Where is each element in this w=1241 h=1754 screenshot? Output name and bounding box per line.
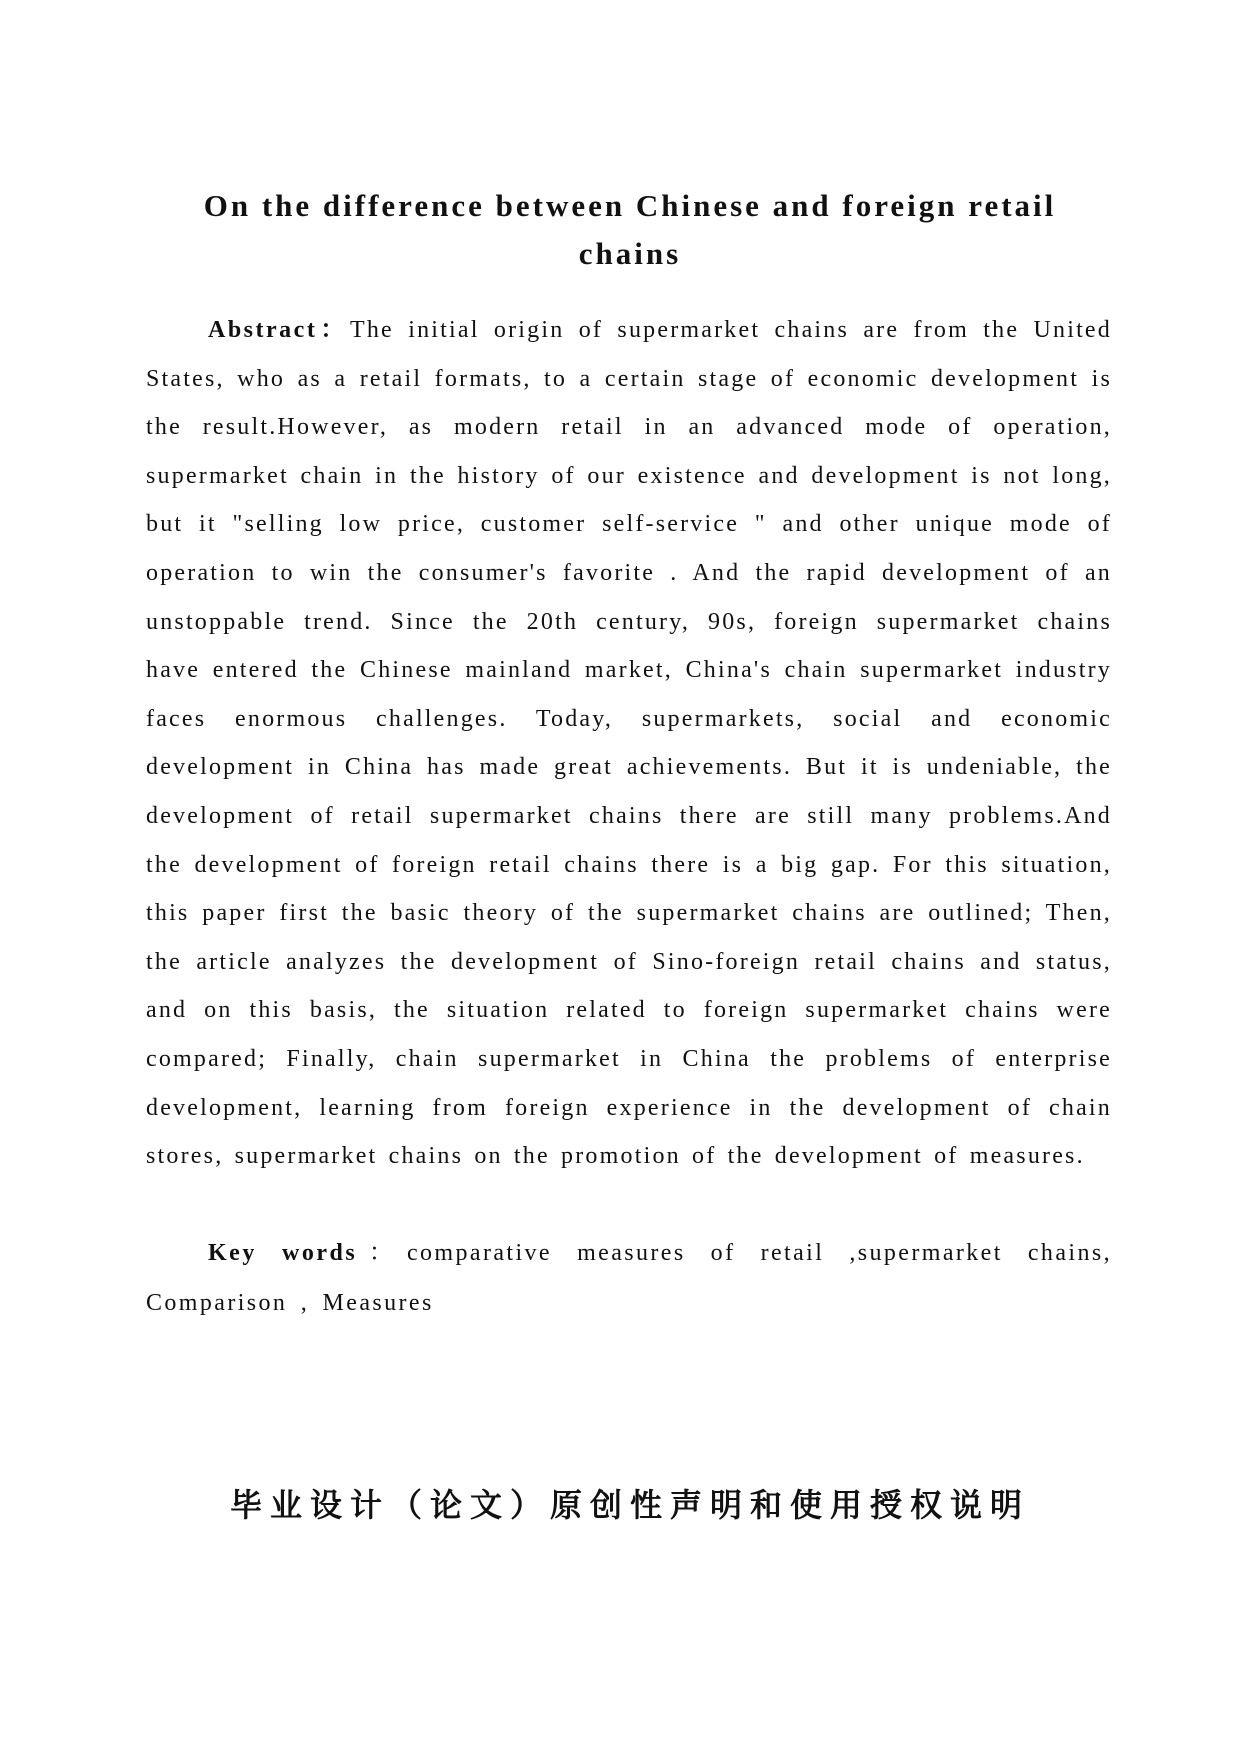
abstract-separator: ： xyxy=(317,317,350,343)
abstract-text: The initial origin of supermarket chains are from the United States, who as a retail formats, to a certain stage of economic development is the result.However, as modern retail in an advanced mode of operation, supermarket chain in the history of our existence and development is not long, but it "selling low price, customer self-service " and other unique mode of operation to win the consumer's favorite . And the rapid development of an unstoppable trend. Since the 20th century, 90s, foreign supermarket chains have entered the Chinese mainland market, China's chain supermarket industry faces enormous challenges. Today, supermarkets, social and economic development in China has made great achievements. But it is undeniable, the development of retail supermarket chains there are still many problems.And the development of foreign retail chains there is a big gap. For this situation, this paper first the basic theory of the supermarket chains are outlined; Then, the article analyzes the development of Sino-foreign retail chains and status, and on this basis, the situation related to foreign supermarket chains were compared; Finally, chain supermarket in China the problems of enterprise development, learning from foreign experience in the development of chain stores, supermarket chains on the promotion of the development of measures. xyxy=(146,317,1112,1170)
abstract-paragraph xyxy=(146,306,1112,1181)
paper-title: On the difference between Chinese and foreign retail chains xyxy=(203,188,1057,271)
keywords-label: Key words xyxy=(208,1240,358,1266)
declaration-heading: 毕业设计（论文）原创性声明和使用授权说明 xyxy=(229,1486,1030,1524)
keywords-separator: ： xyxy=(357,1240,407,1266)
keywords-text: comparative measures of retail ,supermarket chains, Comparison , Measures xyxy=(146,1240,1112,1316)
keywords-paragraph xyxy=(146,1228,1112,1328)
abstract-label: Abstract xyxy=(208,317,318,343)
